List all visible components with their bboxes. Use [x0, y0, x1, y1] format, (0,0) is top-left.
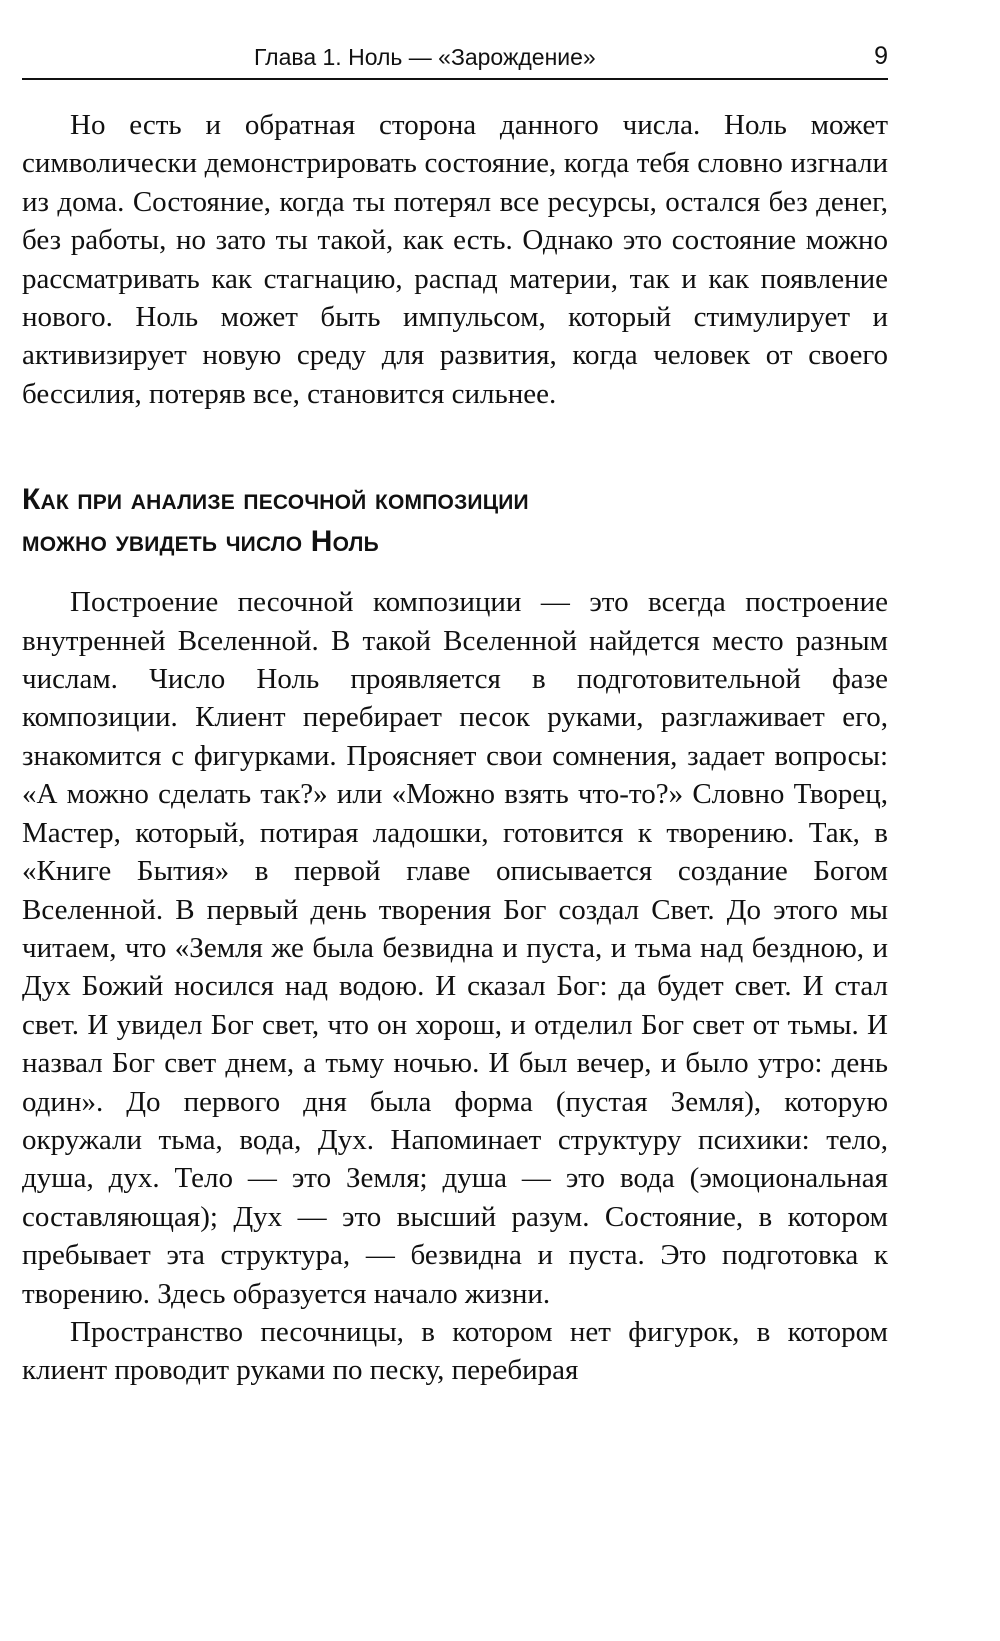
- paragraph: Пространство песочницы, в котором нет фигурок, в котором клиент проводит руками по песку, перебирая: [22, 1315, 888, 1387]
- paragraph: Но есть и обратная сторона данного числа. Ноль может символически демонстрировать состояние, когда тебя словно изгнали из дома. Состояние, когда ты потерял все ресурсы, остался без денег, без работы, но зато ты такой, как есть. Однако это состояние можно рассматривать как стагнацию, распад материи, так и как появление нового. Ноль может быть импульсом, который стимулирует и активизирует новую среду для развития, когда человек от своего бессилия, потеряв все, становится сильнее.: [22, 109, 888, 410]
- book-page: [22, 38, 888, 1390]
- section-heading: [22, 479, 888, 563]
- chapter-title: Глава 1. Ноль — «Зарождение»: [254, 44, 596, 70]
- running-head: [22, 38, 888, 80]
- page-number: 9: [874, 42, 888, 70]
- section-heading-line: можно увидеть число Ноль: [22, 525, 379, 559]
- paragraph: Построение песочной композиции — это всегда построение внутренней Вселенной. В такой Вселенной найдется место разным числам. Число Ноль проявляется в подготовительной фазе композиции. Клиент перебирает песок руками, разглаживает его, знакомится с фигурками. Проясняет свои сомнения, задает вопросы: «А можно сделать так?» или «Можно взять что-то?» Словно Творец, Мастер, который, потирая ладошки, готовится к творению. Так, в «Книге Бытия» в первой главе описывается создание Богом Вселенной. В первый день творения Бог создал Свет. До этого мы читаем, что «Земля же была безвидна и пуста, и тьма над бездною, и Дух Божий носился над водою. И сказал Бог: да будет свет. И стал свет. И увидел Бог свет, что он хорош, и отделил Бог свет от тьмы. И назвал Бог свет днем, а тьму ночью. И был вечер, и было утро: день один». До первого дня была форма (пустая Земля), которую окружали тьма, вода, Дух. Напоминает структуру психики: тело, душа, дух. Тело — это Земля; душа — это вода (эмоциональная составляющая); Дух — это высший разум. Состояние, в котором пребывает эта структура, — безвидна и пуста. Это подготовка к творению. Здесь образуется начало жизни.: [22, 586, 888, 1310]
- section-heading-line: Как при анализе песочной композиции: [22, 483, 529, 517]
- body-text: [22, 106, 888, 1390]
